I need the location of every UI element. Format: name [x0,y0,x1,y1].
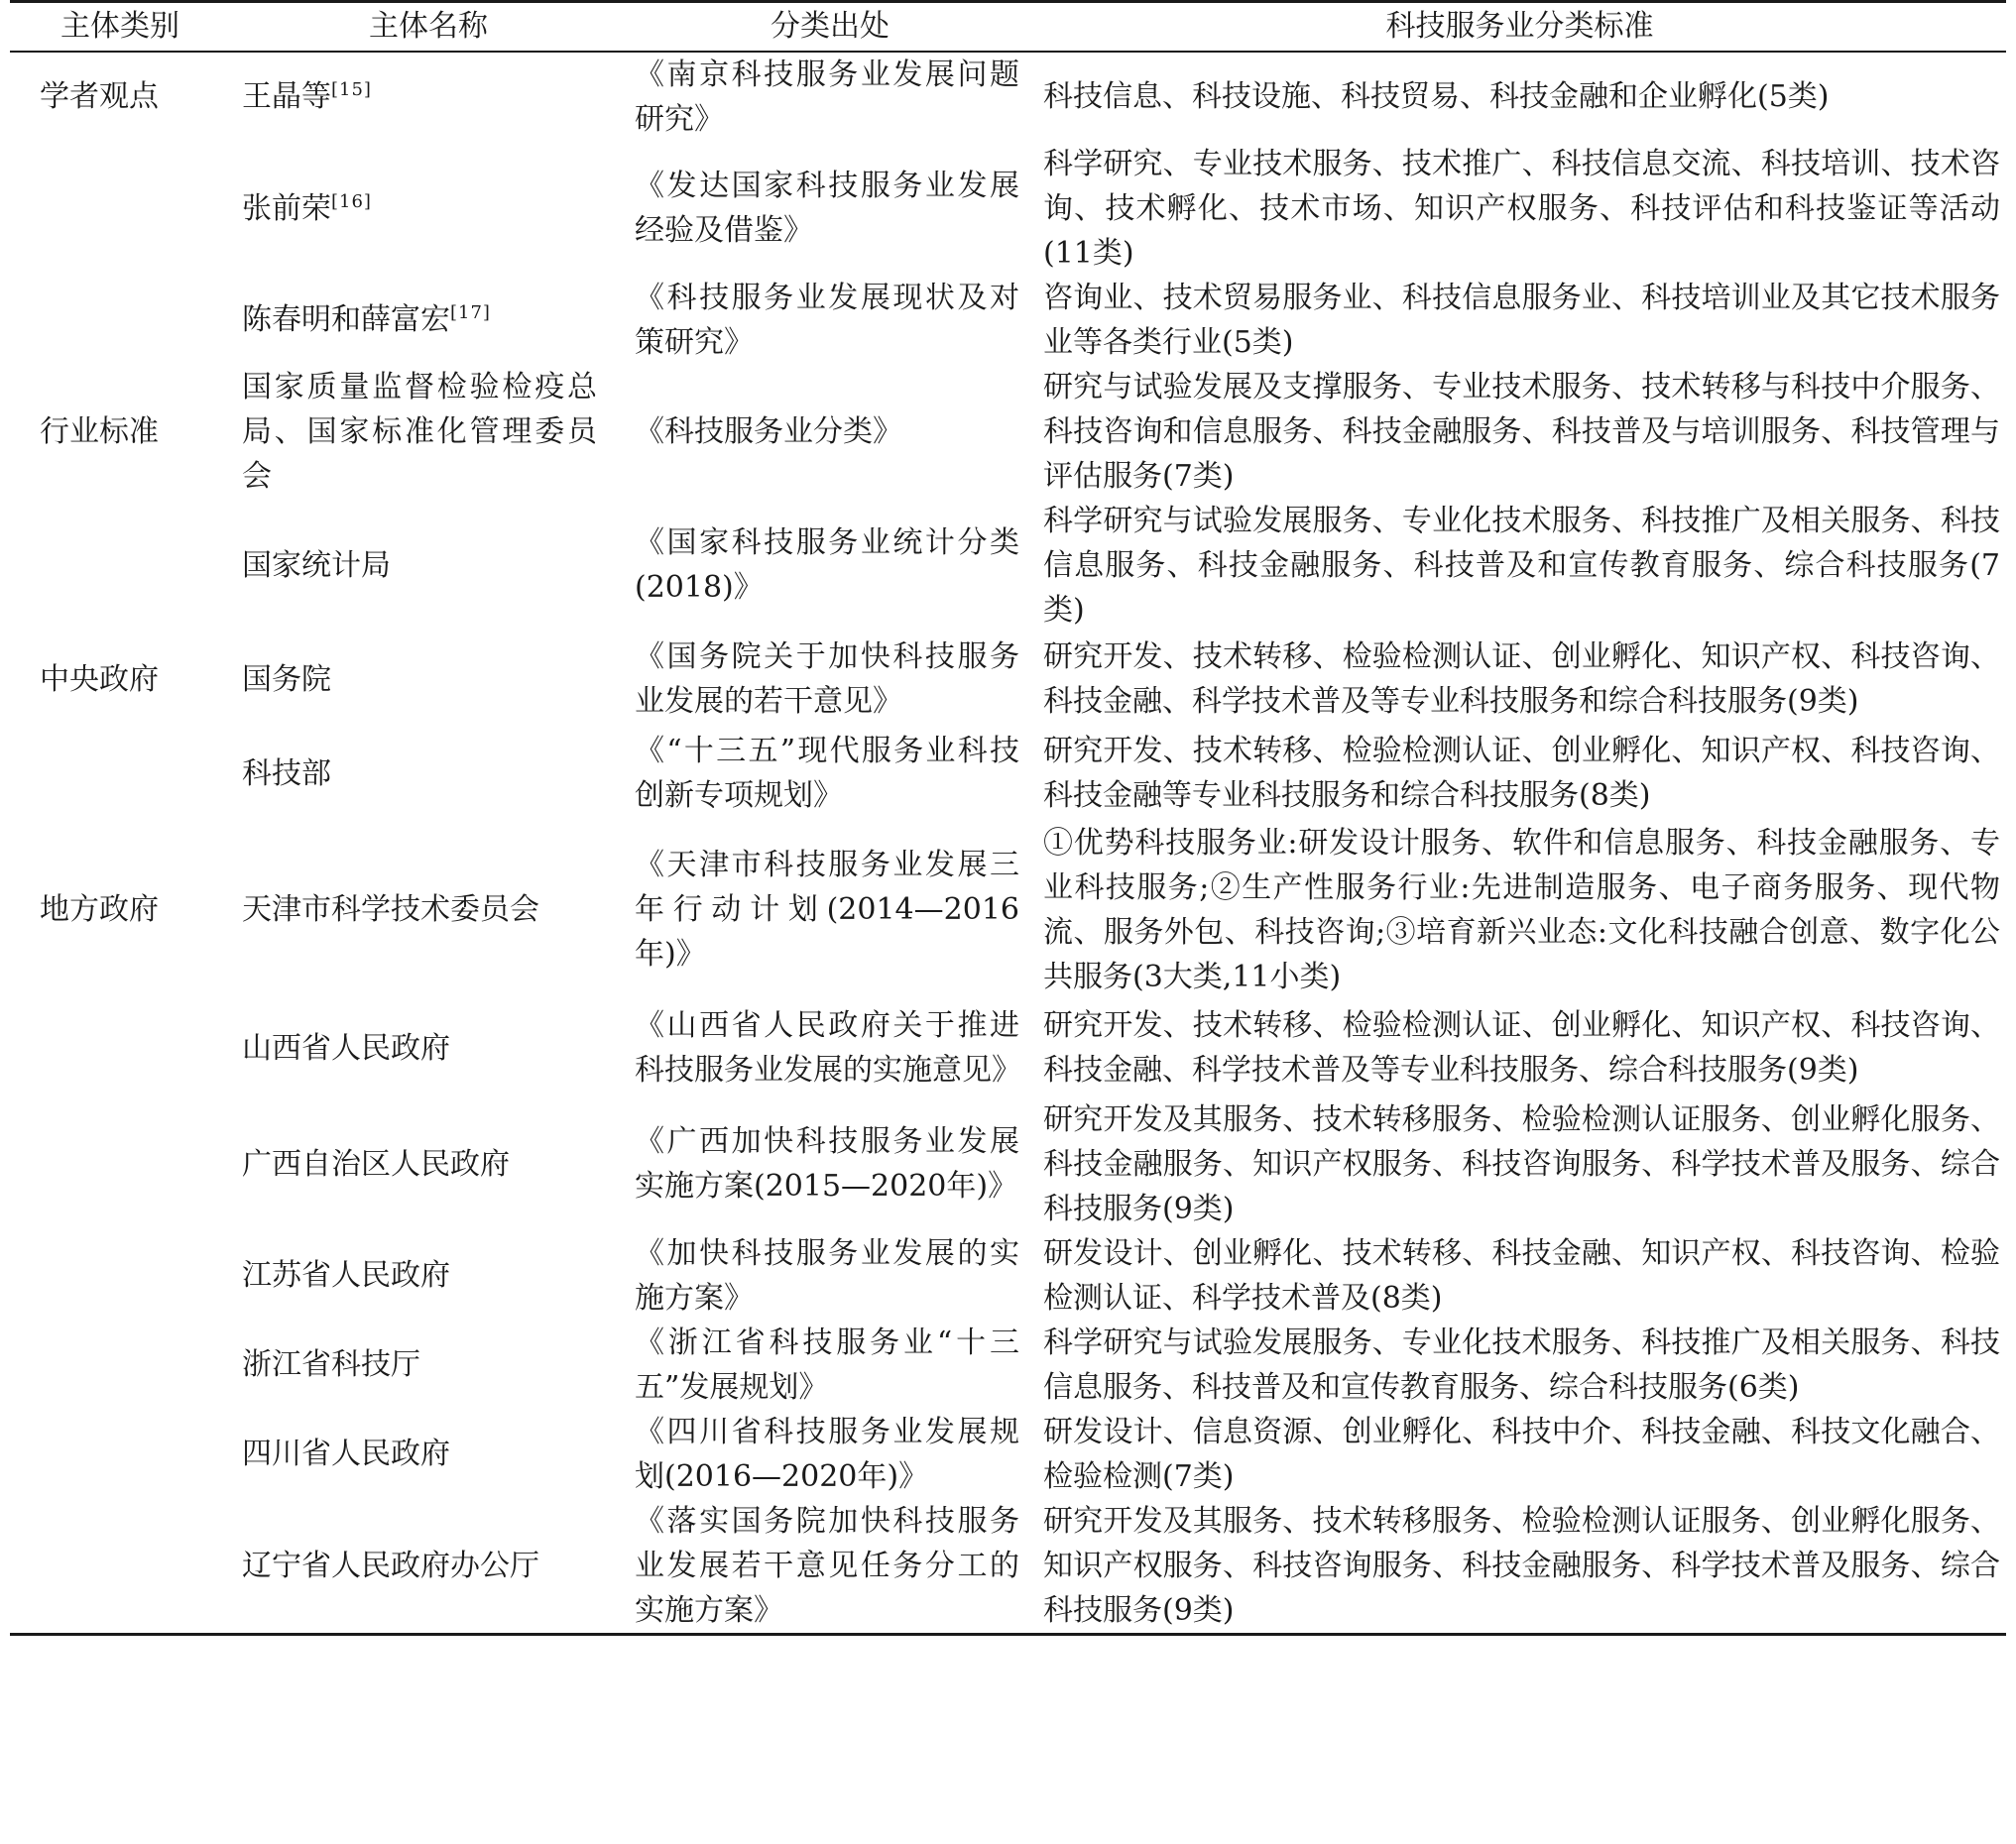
cell-source: 《广西加快科技服务业发展实施方案(2015—2020年)》 [635,1124,1019,1204]
cell-category [10,1410,230,1499]
table-header-row [10,2,2006,52]
cell-category [10,499,230,633]
cell-source: 《山西省人民政府关于推进科技服务业发展的实施意见》 [635,1008,1021,1088]
cell-source: 《国务院关于加快科技服务业发展的若干意见》 [635,639,1019,719]
table-row [10,1231,2006,1321]
cell-source: 《南京科技服务业发展问题研究》 [635,57,1019,137]
table-row [10,499,2006,633]
cell-category: 地方政府 [40,892,159,927]
header-name: 主体名称 [230,2,627,52]
header-category: 主体类别 [10,2,230,52]
cell-name [230,1410,627,1499]
classification-table [10,0,2006,1636]
citation-ref: [15] [331,79,372,100]
cell-name-text: 国家质量监督检验检疫总局、国家标准化管理委员会 [242,369,597,494]
table-row [10,999,2006,1097]
cell-name-text: 四川省人民政府 [242,1437,450,1471]
table-row [10,821,2006,999]
cell-category [10,999,230,1097]
cell-source: 《“十三五”现代服务业科技创新专项规划》 [635,734,1019,813]
cell-source: 《国家科技服务业统计分类(2018)》 [635,525,1019,605]
cell-name [230,999,627,1097]
table-row [10,276,2006,365]
table-row [10,365,2006,499]
cell-source: 《科技服务业分类》 [635,413,902,449]
cell-standard: 研究开发、技术转移、检验检测认证、创业孵化、知识产权、科技咨询、科技金融等专业科技服务和综合科技服务(8类) [1043,734,2000,813]
cell-name [230,821,627,999]
cell-source: 《发达国家科技服务业发展经验及借鉴》 [635,169,1019,248]
citation-ref: [16] [331,190,372,212]
table-row [10,633,2006,727]
cell-name [230,1321,627,1410]
cell-standard: 研究开发、技术转移、检验检测认证、创业孵化、知识产权、科技咨询、科技金融、科学技术普及等专业科技服务、综合科技服务(9类) [1043,1008,2000,1088]
table-body [10,52,2006,1635]
cell-name-text: 陈春明和薛富宏 [242,302,450,337]
cell-category [10,1321,230,1410]
cell-category: 学者观点 [40,79,159,114]
cell-category [10,142,230,276]
table-row [10,1410,2006,1499]
citation-ref: [17] [450,302,491,323]
cell-name-text: 科技部 [242,755,331,791]
cell-name [230,1499,627,1635]
cell-name-text: 广西自治区人民政府 [242,1146,510,1182]
cell-standard: 研究开发及其服务、技术转移服务、检验检测认证服务、创业孵化服务、科技金融服务、知识产权服务、科技咨询服务、科学技术普及服务、综合科技服务(9类) [1043,1101,2000,1226]
cell-category [10,1231,230,1321]
cell-name [230,142,627,276]
cell-name-text: 国务院 [242,661,331,697]
cell-category [10,276,230,365]
cell-name [230,727,627,821]
cell-source: 《浙江省科技服务业“十三五”发展规划》 [635,1325,1019,1405]
table-row [10,727,2006,821]
cell-source: 《四川省科技服务业发展规划(2016—2020年)》 [635,1414,1019,1494]
header-standard: 科技服务业分类标准 [1033,2,2006,52]
table-row [10,1321,2006,1410]
cell-name-text: 天津市科学技术委员会 [242,892,539,927]
cell-category [10,1097,230,1231]
cell-standard: 科学研究与试验发展服务、专业化技术服务、科技推广及相关服务、科技信息服务、科技普及和宣传教育服务、综合科技服务(6类) [1043,1325,2000,1405]
cell-name-text: 国家统计局 [242,547,391,583]
table-row [10,1097,2006,1231]
cell-standard: 研发设计、创业孵化、技术转移、科技金融、知识产权、科技咨询、检验检测认证、科学技术普及(8类) [1043,1235,2000,1316]
cell-source: 《落实国务院加快科技服务业发展若干意见任务分工的实施方案》 [627,1499,1033,1635]
cell-source: 《科技服务业发展现状及对策研究》 [635,280,1019,360]
cell-category [10,727,230,821]
cell-name [230,499,627,633]
table-row [10,1499,2006,1635]
cell-name [230,276,627,365]
table-row [10,142,2006,276]
cell-name [230,365,627,499]
cell-name [230,633,627,727]
cell-name-text: 山西省人民政府 [242,1030,450,1066]
cell-standard: 科学研究、专业技术服务、技术推广、科技信息交流、科技培训、技术咨询、技术孵化、技术市场、知识产权服务、科技评估和科技鉴证等活动(11类) [1043,146,2000,271]
cell-standard: 研发设计、信息资源、创业孵化、科技中介、科技金融、科技文化融合、检验检测(7类) [1043,1414,2000,1494]
cell-name-text: 辽宁省人民政府办公厅 [242,1548,539,1583]
cell-name-text: 浙江省科技厅 [242,1347,420,1382]
cell-name-text: 江苏省人民政府 [242,1258,450,1293]
cell-standard: 科学研究与试验发展服务、专业化技术服务、科技推广及相关服务、科技信息服务、科技金融服务、科技普及和宣传教育服务、综合科技服务(7类) [1043,503,2000,628]
cell-source: 《加快科技服务业发展的实施方案》 [635,1235,1019,1316]
cell-standard: 科技信息、科技设施、科技贸易、科技金融和企业孵化(5类) [1043,79,1830,114]
cell-name [230,1231,627,1321]
cell-name-text: 王晶等 [242,79,331,114]
cell-name-text: 张前荣 [242,190,331,226]
cell-category: 行业标准 [40,413,159,449]
cell-source: 《天津市科技服务业发展三年行动计划(2014—2016年)》 [635,848,1019,972]
header-source: 分类出处 [627,2,1033,52]
cell-standard: ①优势科技服务业:研发设计服务、软件和信息服务、科技金融服务、专业科技服务;②生产性服务行业:先进制造服务、电子商务服务、现代物流、服务外包、科技咨询;③培育新兴业态:文化科技融合创意、数字化公共服务(3大类,11小类) [1043,825,2000,994]
cell-standard: 研究开发及其服务、技术转移服务、检验检测认证服务、创业孵化服务、知识产权服务、科技咨询服务、科技金融服务、科学技术普及服务、综合科技服务(9类) [1033,1499,2006,1635]
cell-name [230,52,627,142]
cell-category [10,1499,230,1635]
cell-standard: 研究开发、技术转移、检验检测认证、创业孵化、知识产权、科技咨询、科技金融、科学技术普及等专业科技服务和综合科技服务(9类) [1043,639,2000,719]
table-row [10,52,2006,142]
cell-category: 中央政府 [40,661,159,697]
cell-standard: 研究与试验发展及支撑服务、专业技术服务、技术转移与科技中介服务、科技咨询和信息服务、科技金融服务、科技普及与培训服务、科技管理与评估服务(7类) [1043,369,2000,494]
cell-standard: 咨询业、技术贸易服务业、科技信息服务业、科技培训业及其它技术服务业等各类行业(5类) [1043,280,2000,360]
cell-name [230,1097,627,1231]
